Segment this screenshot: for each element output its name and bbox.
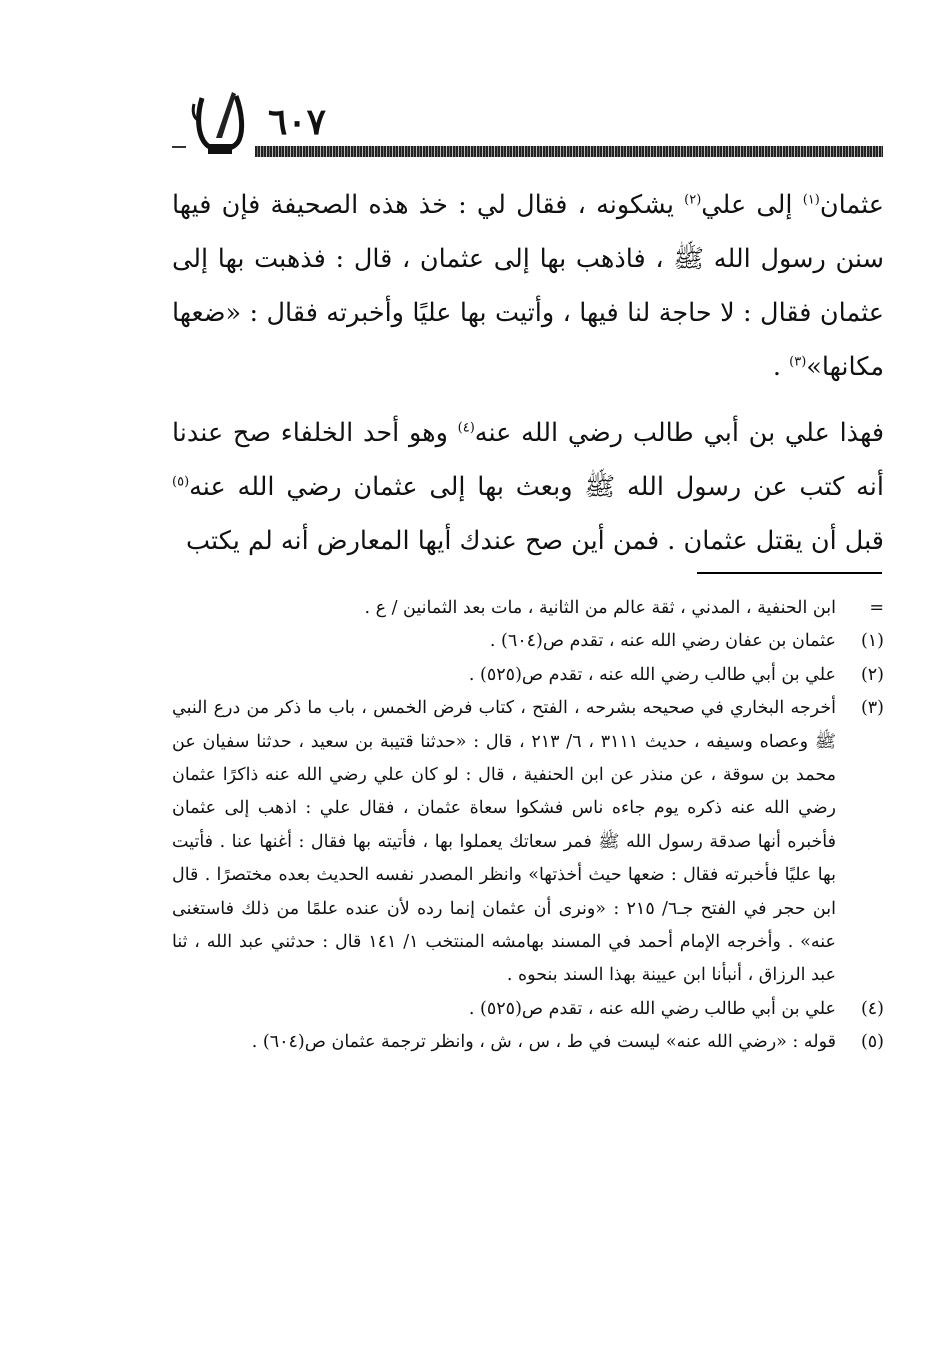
- body-paragraph: [172, 406, 884, 568]
- footnote-item: [172, 993, 884, 1026]
- footnote-reference: (٤): [457, 420, 475, 436]
- footnote-marker: (٢): [860, 664, 884, 685]
- body-text-segment: عثمان: [819, 190, 884, 220]
- header-rule-short: [172, 146, 186, 148]
- footnote-item: [172, 692, 884, 993]
- footnote-marker: (١): [860, 631, 884, 652]
- body-text-segment: وهو أحد الخلفاء صح عندنا أنه كتب عن رسول الله ﷺ وبعث بها إلى عثمان رضي الله عنه: [172, 418, 884, 502]
- footnote-reference: (٢): [684, 192, 702, 208]
- footnote-reference: (٥): [172, 474, 190, 490]
- body-text-segment: إلى علي: [701, 190, 803, 220]
- main-text: [172, 178, 884, 568]
- footnote-text: ابن الحنفية ، المدني ، ثقة عالم من الثانية ، مات بعد الثمانين / ع .: [364, 598, 836, 618]
- footnote-item: [172, 592, 884, 625]
- footnote-marker: (٥): [860, 1032, 884, 1053]
- body-text-segment: يشكونه ، فقال لي : خذ هذه الصحيفة فإن فيها سنن رسول الله ﷺ ، فاذهب بها إلى عثمان ، قال : فذهبت بها إلى عثمان فقال : لا حاجة لنا فيها ، وأتيت بها عليًا وأخبرته فقال : «ضعها مكانها»: [172, 190, 884, 382]
- footnote-text: أخرجه البخاري في صحيحه بشرحه ، الفتح ، كتاب فرض الخمس ، باب ما ذكر من درع النبي ﷺ وعصاه وسيفه ، حديث ٣١١١ ، ٦/ ٢١٣ ، قال : «حدثنا قتيبة بن سعيد ، حدثنا سفيان عن محمد بن سوقة ، عن منذر عن ابن الحنفية ، قال : لو كان علي رضي الله عنه ذاكرًا عثمان رضي الله عنه ذكره يوم جاءه ناس فشكوا سعاة عثمان ، فقال علي : اذهب إلى عثمان فأخبره أنها صدقة رسول الله ﷺ فمر سعاتك يعملوا بها ، فأتيته بها فقال : أغنها عنا . فأتيت بها عليًا فأخبرته فقال : ضعها حيث أخذتها» وانظر المصدر نفسه الحديث بعده مختصرًا . قال ابن حجر في الفتح جـ٦/ ٢١٥ : «ونرى أن عثمان إنما رده لأن عنده علمًا من ذلك فاستغنى عنه» . وأخرجه الإمام أحمد في المسند بهامشه المنتخب ١/ ١٤١ قال : حدثني عبد الله ، ثنا عبد الرزاق ، أنبأنا ابن عيينة بهذا السند بنحوه .: [172, 698, 837, 986]
- footnote-marker: (٤): [860, 998, 884, 1019]
- footnote-marker: =: [869, 598, 884, 618]
- footnote-reference: (١): [802, 192, 820, 208]
- body-paragraph: [172, 178, 884, 394]
- footnote-separator: [697, 572, 882, 574]
- page-header: [0, 0, 937, 170]
- footnotes: [172, 592, 884, 1060]
- footnote-text: عثمان بن عفان رضي الله عنه ، تقدم ص(٦٠٤) .: [489, 631, 836, 652]
- page-number: ٦٠٧: [268, 101, 327, 143]
- body-text-segment: .: [772, 352, 790, 382]
- footnote-marker: (٣): [860, 698, 884, 719]
- body-text-segment: قبل أن يقتل عثمان . فمن أين صح عندك أيها المعارض أنه لم يكتب: [185, 526, 884, 556]
- footnote-item: [172, 659, 884, 692]
- footnote-text: قوله : «رضي الله عنه» ليست في ط ، س ، ش ، وانظر ترجمة عثمان ص(٦٠٤) .: [251, 1032, 836, 1053]
- footnote-item: [172, 1026, 884, 1059]
- footnote-text: علي بن أبي طالب رضي الله عنه ، تقدم ص(٥٢٥) .: [468, 998, 836, 1019]
- footnote-item: [172, 625, 884, 658]
- footnote-text: علي بن أبي طالب رضي الله عنه ، تقدم ص(٥٢٥) .: [468, 664, 836, 685]
- footnote-reference: (٣): [789, 354, 807, 370]
- header-rule-band: [255, 146, 883, 157]
- quill-inkwell-ornament-icon: [188, 88, 250, 156]
- body-text-segment: فهذا علي بن أبي طالب رضي الله عنه: [474, 418, 885, 448]
